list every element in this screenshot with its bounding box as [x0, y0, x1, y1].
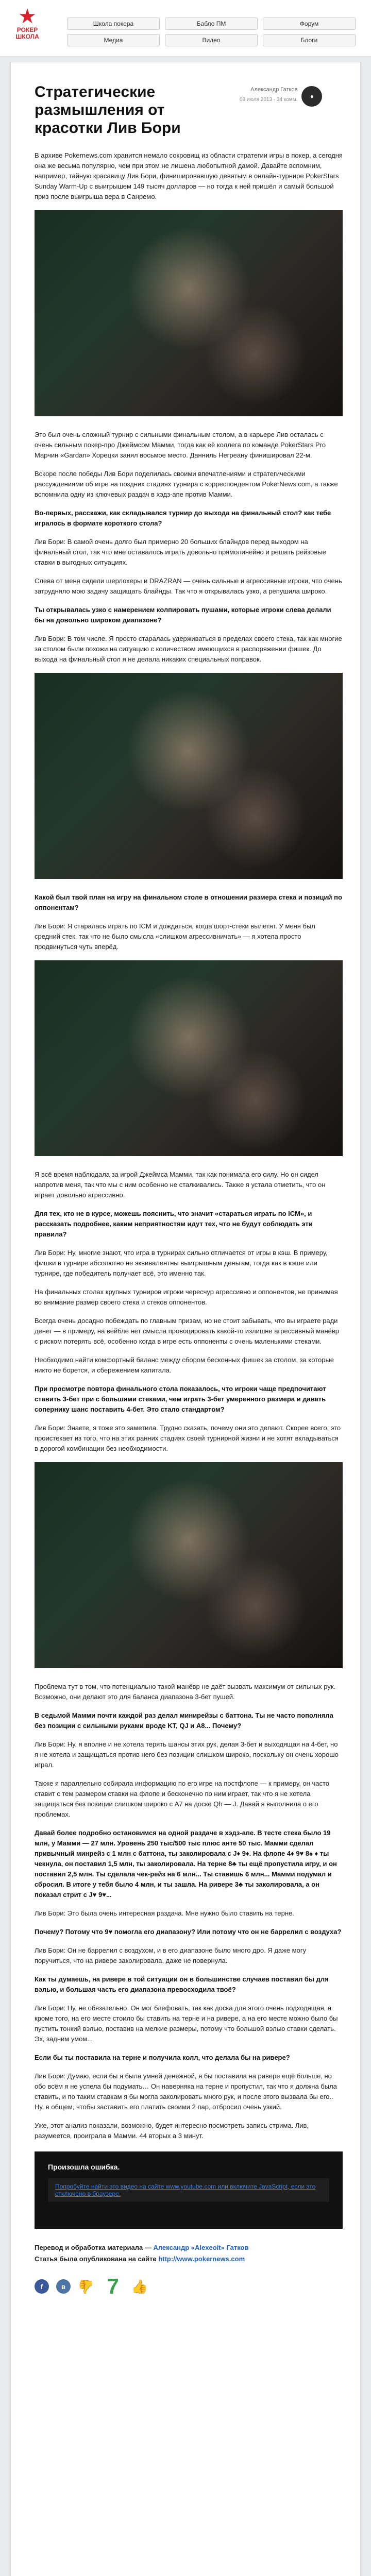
interview-question: В седьмой Мамми почти каждой раз делал минирейзы с баттона. Ты не часто пополняла без позиции с сильными руками вроде KT, QJ и A8... Почему?: [35, 1711, 333, 1730]
author-info: [240, 86, 297, 104]
video-help-link[interactable]: Попробуйте найти это видео на сайте www.youtube.com или включите JavaScript, если это отключено в браузере.: [55, 2183, 316, 2197]
paragraph: Всегда очень досадно побеждать по главным призам, но не стоит забывать, что вы играете ради денег — в примеру, на вейбле нет смысла провоцировать какой-то излишне агрессивный манёвр с риском потерять всё, особенно когда в игре есть оппоненты с очень маленькими стеками.: [35, 1317, 340, 1345]
nav-item[interactable]: Видео: [165, 34, 258, 46]
interview-question: Почему? Потому что 9♥ помогла его диапазону? Или потому что он не баррелил с воздуха?: [35, 1928, 342, 1936]
author-stats: 08 июля 2013 · 34 комм.: [240, 97, 298, 103]
paragraph: Лив Бори: Это была очень интересная раздача. Мне нужно было ставить на терне.: [35, 1909, 294, 1917]
source-link[interactable]: http://www.pokernews.com: [158, 2255, 245, 2263]
photo-highlight: [204, 766, 307, 869]
paragraph: Лив Бори: В самой очень долго был примерно 20 больших блайндов перед выходом на финальный стол, так что мне оставалось играть довольно прямолинейно и решать рейзовые ставки в выгодных ситуациях.: [35, 538, 326, 566]
video-message-bar: [48, 2178, 329, 2202]
paragraph: Необходимо найти комфортный баланс между сбором бесконных фишек за столом, за которые никто не борется, и сбережением капитала.: [35, 1356, 334, 1374]
interview-question: Для тех, кто не в курсе, можешь пояснить, что значит «стараться играть по ICM», и рассказать подробнее, каким неприятностям идут тех, что не будут соблюдать эти правила?: [35, 1210, 313, 1238]
interview-question: Если бы ты поставила на терне и получила колл, что делала бы на ривере?: [35, 2054, 290, 2061]
article-photo: [35, 960, 343, 1156]
author-block: [240, 86, 343, 107]
interview-question: Давай более подробно остановимся на одной раздаче в хэдз-апе. В тесте стека было 19 млн, у Мамми — 27 млн. Уровень 250 тыс/500 тыс плюс анте 50 тыс. Мамми сделал привычный минрейз с 1 млн с баттона, ты заколировала с J♦ 9♦. На флопе 4♦ 9♥ 8♠ ♦ ты чекнула, он поставил 1,5 млн, ты заколировала. На терне 8♣ ты ещё пропустила игру, и он поставил 2,5 млн. Ты сделала чек-рейз на 6 млн... Ты ставишь 6 млн... Мамми подумал и сбросил. В итоге у тебя было 4 млн, и ты зашла. На ривере 3♣ ты заколировала, а он показал стрит с J♥ 9♥...: [35, 1829, 337, 1899]
paragraph: Лив Бори: В том числе. Я просто старалась удерживаться в пределах своего стека, так как многие за столом были похожи на ситуацию с количеством имеющихся в распоряжении фишек. До выхода на финальный стол я не делала никаких специальных поправок.: [35, 635, 342, 663]
nav-item[interactable]: Школа покера: [67, 18, 160, 30]
paragraph: Уже, этот анализ показали, возможно, будет интересно посмотреть запись стрима. Лив, разумеется, проиграла в Мамми. 44 вторых а 3 минут.: [35, 2122, 309, 2140]
video-embed[interactable]: [35, 2151, 343, 2229]
interview-question: Во-первых, расскажи, как складывался турнир до выхода на финальный стол? как тебе игралось в формате короткого стола?: [35, 509, 331, 527]
translator-line: [35, 2242, 343, 2253]
nav-item[interactable]: Медиа: [67, 34, 160, 46]
paragraph: В архиве Pokernews.com хранится немало сокровищ из области стратегии игры в покер, а сегодня она же весьма популярно, чем при этом не лишена любопытной дамой. Давайте вспомним, например, тайную красавицу Лив Бори, финишировавшую девятым в онлайн-турнире PokerStars Sunday Warm-Up с выигрышем 149 тысяч долларов — но тогда к ней пришёл и самый большой приз после выигрыша вера в Санремо.: [35, 151, 343, 200]
star-logo-icon: ★: [18, 5, 37, 28]
paragraph: Также я параллельно собирала информацию по его игре на постфлопе — к примеру, он часто ставит с тем размером ставки на флопе и бесконечно по ним играет, так что я не хотела защищаться без позиции слишком широко с A7 на доске Qh — J. Давай я выполнила о его проблемах.: [35, 1780, 330, 1818]
paragraph: Это был очень сложный турнир с сильными финальным столом, а в карьере Лив осталась с очень сильным покер-про Джеймсом Мамми, тогда как её коллега по команде PokerStars Pro Марчин «Gardan» Хорецки занял восьмое место. Данниль Негреану финишировал 22-м.: [35, 431, 326, 459]
paragraph: Лив Бори: Ну, не обязательно. Он мог блефовать, так как доска для этого очень подходящая, а кроме того, на его месте стоило бы ставить на терне и на ривере, а на его месте можно было бы пустить тонкий вэлью, поставив на мелкие размеры, потому что большой вэлью ставки сделать. Эх, задним умом...: [35, 2004, 338, 2043]
article-credits: [35, 2242, 343, 2265]
vk-share-icon[interactable]: в: [56, 2279, 71, 2294]
paragraph: Лив Бори: Я старалась играть по ICM и дождаться, когда шорт-стеки вылетят. У меня был средний стек, так что не было смысла «слишком агрессивничать» — я хотела просто продвинуться чуть вперёд.: [35, 922, 315, 951]
article-body: [35, 150, 343, 2299]
translator-link[interactable]: Александр «Alexeoit» Гатков: [153, 2244, 249, 2251]
nav-item[interactable]: Блоги: [263, 34, 356, 46]
article-actions: [35, 2274, 343, 2299]
article-photo: [35, 210, 343, 416]
site-logo[interactable]: [9, 6, 45, 40]
thumb-up-icon[interactable]: 👍: [131, 2278, 148, 2294]
paragraph: Лив Бори: Знаете, я тоже это заметила. Трудно сказать, почему они это делают. Скорее всего, это проистекает из того, что на этих ранних стадиях своей турнирной жизни и не хотят вкладываться в дорогой комбинации без необходимости.: [35, 1424, 341, 1452]
paragraph: Лив Бори: Он не баррелил с воздухом, и в его диапазоне было много дро. Я даже могу поручиться, что на ривере заколировала, даже не повернула.: [35, 1946, 307, 1964]
site-header: [0, 0, 371, 57]
paragraph: Слева от меня сидели шерлохеры и DRAZRAN — очень сильные и агрессивные игроки, что очень затрудняло мою задачу защищать блайнды. Так что я открывалась узко, а репушила широко.: [35, 577, 342, 595]
author-name[interactable]: Александр Гатков: [250, 87, 298, 93]
logo-text: РОКЕР ШКОЛА: [15, 26, 39, 40]
video-error-title: Произошла ошибка.: [48, 2163, 120, 2171]
nav-item[interactable]: Бабло ПМ: [165, 18, 258, 30]
facebook-share-icon[interactable]: f: [35, 2279, 49, 2294]
photo-highlight: [204, 1048, 307, 1151]
user-icon: ●: [310, 93, 314, 100]
main-nav: [67, 18, 356, 46]
photo-highlight: [204, 1555, 307, 1658]
paragraph: Лив Бори: Думаю, если бы я была умней денежной, я бы поставила на ривере ещё больше, но обо всём я не успела бы подумать… Он наверняка на терне и пропустил, так что я должна была ставить, и по таким ставкам я бы могла заколировать много рук, и после этого вызвала бы его.. Ну, в общем, чтобы заставить его платить своими 2 пар, отбросил очень узкий.: [35, 2072, 337, 2111]
article-header: [35, 83, 343, 137]
article-photo: [35, 1462, 343, 1668]
interview-question: Какой был твой план на игру на финальном столе в отношении размера стека и позиций по оппонентам?: [35, 893, 342, 911]
like-count: 7: [107, 2274, 119, 2298]
interview-question: Как ты думаешь, на ривере в той ситуации он в большинстве случаев поставил бы для вэлью, и большая часть его диапазона превосходила твоё?: [35, 1975, 329, 1993]
article-photo: [35, 673, 343, 879]
author-avatar[interactable]: [301, 86, 322, 107]
paragraph: На финальных столах крупных турниров игроки чересчур агрессивно и оппонентов, не принимая во внимание размер своего стека и стеков оппонентов.: [35, 1288, 338, 1306]
interview-question: Ты открывалась узко с намерением колпировать пушами, которые игроки слева делали бы на довольно широком диапазоне?: [35, 606, 331, 624]
translator-label: Перевод и обработка материала —: [35, 2244, 154, 2251]
thumb-down-icon[interactable]: 👍: [78, 2279, 95, 2295]
source-label: Статья была опубликована на сайте: [35, 2255, 157, 2263]
paragraph: Лив Бори: Ну, я вполне и не хотела терять шансы этих рук, делая 3-бет и выходящая на 4-бет, но я не хотела и защищаться против него без позиции слишком широко, поскольку он очень хорошо играл.: [35, 1740, 339, 1769]
paragraph: Лив Бори: Ну, многие знают, что игра в турнирах сильно отличается от игры в кэш. В примеру, фишки в турнире абсолютно не эквивалентны выигрышным деньгам, тогда как в кэше или турнире, где победитель получает всё, это именно так.: [35, 1249, 328, 1277]
article: [10, 62, 361, 2576]
paragraph: Я всё время наблюдала за игрой Джеймса Мамми, так как понимала его силу. Но он сидел напротив меня, так что мы с ним особенно не сталкивались. Также я устала отметить, что он играет довольно агрессивно.: [35, 1171, 326, 1199]
paragraph: Вскоре после победы Лив Бори поделилась своими впечатлениями и стратегическими рассуждениями об игре на поздних стадиях турнира с корреспондентом PokerNews.com, а также вспомнила одну из ключевых раздач в хэдз-апе против Мамми.: [35, 470, 338, 498]
nav-item[interactable]: Форум: [263, 18, 356, 30]
interview-question: При просмотре повтора финального стола показалось, что игроки чаще предпочитают ставить 3-бет при с большими стеками, чем играть 3-бет умеренного размера и давать сопернику шанс поставить 4-бет. Это стало стандартом?: [35, 1385, 326, 1413]
paragraph: Проблема тут в том, что потенциально такой манёвр не даёт вызвать максимум от сильных рук. Возможно, они делают это для баланса диапазона 3-бет пушей.: [35, 1683, 336, 1701]
source-line: [35, 2253, 343, 2265]
photo-highlight: [204, 303, 307, 406]
article-title: Стратегические размышления от красотки Лив Бори: [35, 83, 181, 137]
